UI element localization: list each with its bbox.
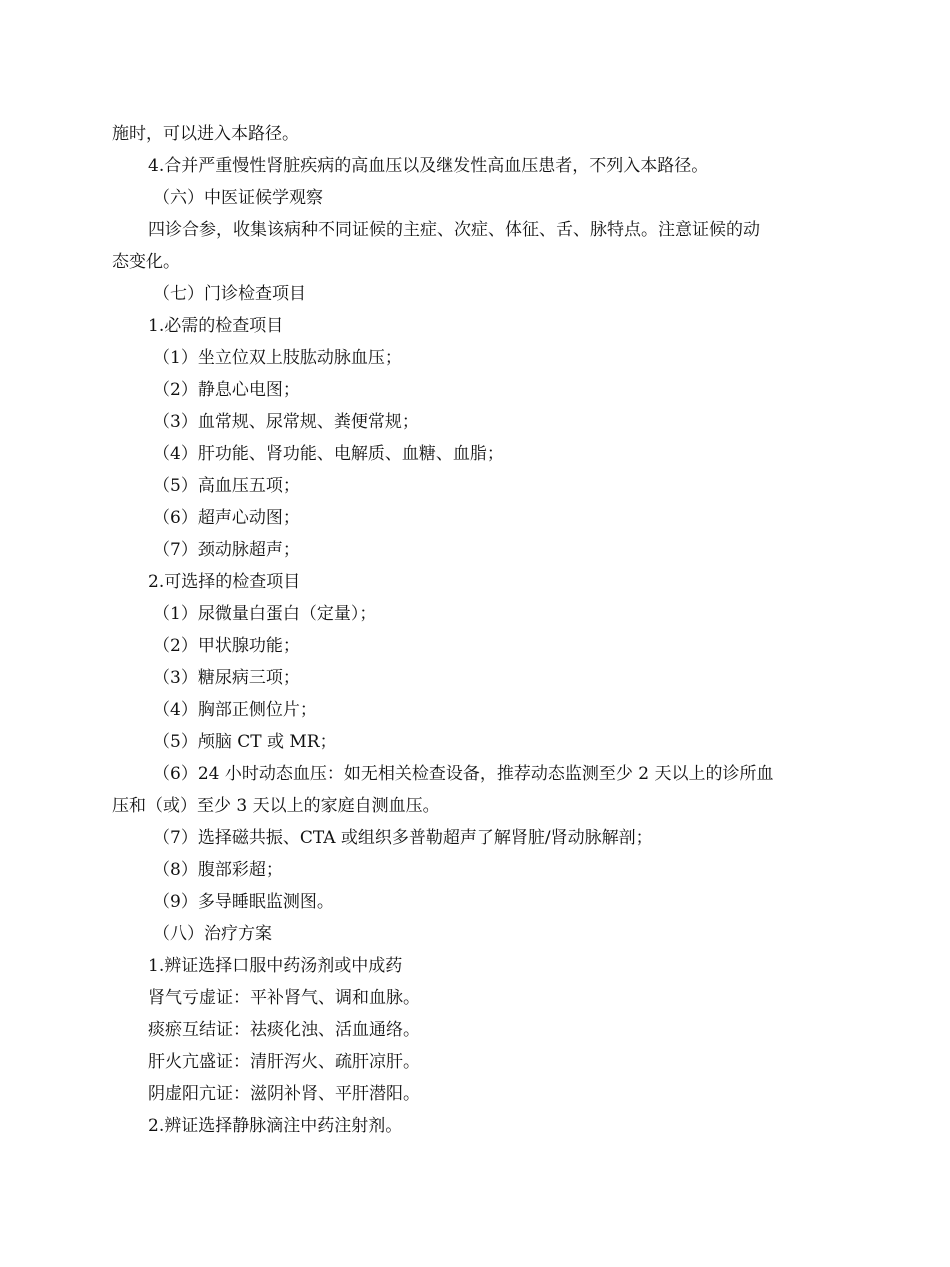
list-item: （3）血常规、尿常规、粪便常规；: [153, 412, 419, 432]
paragraph-line: 痰瘀互结证：祛痰化浊、活血通络。: [148, 1020, 420, 1040]
paragraph-line: 施时，可以进入本路径。: [112, 124, 299, 144]
paragraph-line: 态变化。: [112, 252, 180, 272]
section-heading: （七）门诊检查项目: [153, 284, 306, 304]
subsection-heading: 1.辨证选择口服中药汤剂或中成药: [148, 956, 403, 976]
list-item: （3）糖尿病三项；: [153, 668, 300, 688]
paragraph-line: 肝火亢盛证：清肝泻火、疏肝凉肝。: [148, 1052, 420, 1072]
paragraph-line: 阴虚阳亢证：滋阴补肾、平肝潜阳。: [148, 1084, 420, 1104]
list-item: （2）甲状腺功能；: [153, 636, 300, 656]
list-item: （1）尿微量白蛋白（定量）；: [153, 604, 377, 624]
paragraph-line: 四诊合参，收集该病种不同证候的主症、次症、体征、舌、脉特点。注意证候的动: [148, 220, 760, 240]
section-heading: （六）中医证候学观察: [153, 188, 323, 208]
list-item: （9）多导睡眠监测图。: [153, 892, 334, 912]
section-heading: （八）治疗方案: [153, 924, 272, 944]
paragraph-line: 肾气亏虚证：平补肾气、调和血脉。: [148, 988, 420, 1008]
subsection-heading: 1.必需的检查项目: [148, 316, 284, 336]
subsection-heading: 2.辨证选择静脉滴注中药注射剂。: [148, 1116, 403, 1136]
list-item: （4）肝功能、肾功能、电解质、血糖、血脂；: [153, 444, 504, 464]
list-item: （5）颅脑 CT 或 MR；: [153, 732, 337, 752]
list-item: （7）颈动脉超声；: [153, 540, 300, 560]
list-item: （1）坐立位双上肢肱动脉血压；: [153, 348, 402, 368]
subsection-heading: 2.可选择的检查项目: [148, 572, 301, 592]
paragraph-line: 4.合并严重慢性肾脏疾病的高血压以及继发性高血压患者，不列入本路径。: [148, 156, 709, 176]
list-item: （6）超声心动图；: [153, 508, 300, 528]
list-item: （5）高血压五项；: [153, 476, 300, 496]
list-item: （4）胸部正侧位片；: [153, 700, 317, 720]
list-item-continuation: 压和（或）至少 3 天以上的家庭自测血压。: [112, 796, 440, 816]
list-item: （2）静息心电图；: [153, 380, 300, 400]
list-item: （6）24 小时动态血压：如无相关检查设备，推荐动态监测至少 2 天以上的诊所血: [153, 764, 774, 784]
list-item: （7）选择磁共振、CTA 或组织多普勒超声了解肾脏/肾动脉解剖；: [153, 828, 653, 848]
list-item: （8）腹部彩超；: [153, 860, 283, 880]
